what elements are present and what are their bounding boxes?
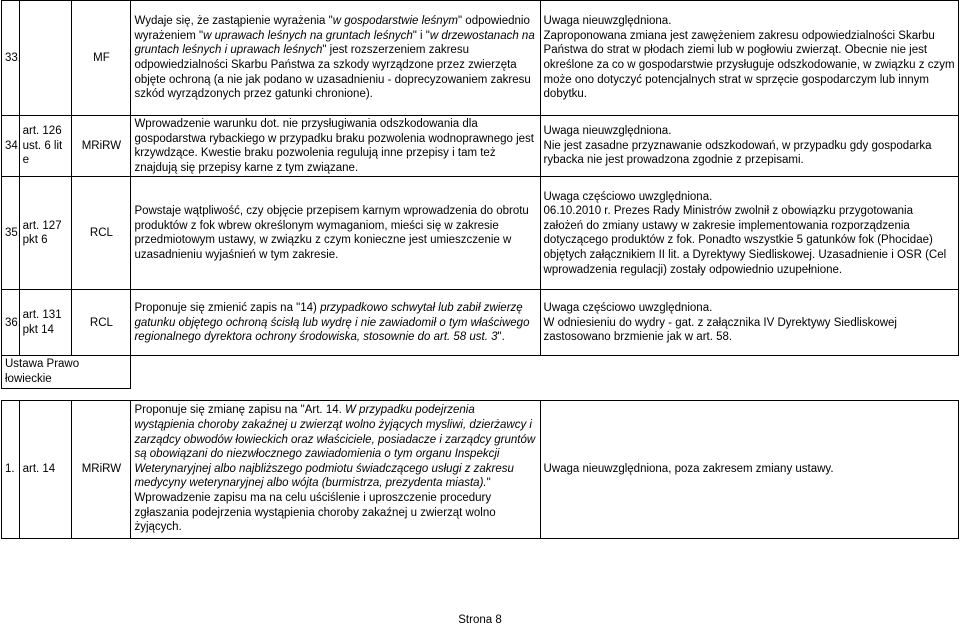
table-row xyxy=(2,290,959,356)
page-footer: Strona 8 xyxy=(458,614,502,626)
proposal-text-segment: W przypadku podejrzenia wystąpienia choroby zakaźnej u zwierząt wolno żyjących mysliwi, dzierżawcy i zarządcy obwodów łowieckich oraz właściciele, posiadacze i zarządcy gruntów są obowiązani do niezwłocznego zawiadomienia o tym organu Inspekcji Weterynaryjnej albo najbliższego podmiotu świadczącego usługi z zakresu medycyny weterynaryjnej albo wójta (burmistrza, prezydenta miasta). xyxy=(134,404,536,490)
response-text: 06.10.2010 r. Prezes Rady Ministrów zwolnił z obowiązku przygotowania założeń do zmiany ustawy w zakresie implementowania rozporządzenia dotyczącego produktów z fok. Ponadto wszystkie 5 gatunków fok (Phocidae) objętych załącznikiem II lit. a Dyrektywy Siedliskowej. Uzasadnienie i OSR (Cel wprowadzenia regulacji) zostały odpowiednio uzupełnione. xyxy=(543,205,947,276)
table-row xyxy=(2,400,959,538)
comments-table xyxy=(1,0,959,539)
proposal-text-segment: " Wprowadzenie zapisu ma na celu uściślenie i uproszczenie procedury zgłaszania podejrzenia wystąpienia choroby zakaźnej u zwierząt wolno żyjących. xyxy=(134,477,496,534)
response-cell xyxy=(540,290,958,356)
proposal-text-segment: w drzewostanach na gruntach leśnych i uprawach leśnych xyxy=(134,29,535,57)
response-cell xyxy=(540,400,958,538)
proposal-text-segment: Wprowadzenie warunku dot. nie przysługiwania odszkodowania dla gospodarstwa rybackiego w przypadku braku pozwolenia wodnoprawnego jest krzywdzące. Kwestie braku pozwolenia regulują inne przepisy i tam też znajdują się przepisy karne z tym związane. xyxy=(134,118,534,174)
comments-table-body xyxy=(2,1,959,539)
section-title: Ustawa Prawo łowieckie xyxy=(2,356,131,388)
article-reference: art. 126 ust. 6 lit e xyxy=(19,116,72,177)
proposal-cell xyxy=(131,116,540,177)
proposal-cell xyxy=(131,1,540,116)
section-header-row xyxy=(2,356,959,388)
proposal-cell xyxy=(131,290,540,356)
proposal-cell xyxy=(131,177,540,290)
proposal-text-segment: w uprawach leśnych na gruntach leśnych xyxy=(203,29,413,42)
response-text: Nie jest zasadne przyznawanie odszkodowań, w przypadku gdy gospodarka rybacka nie jest prowadzona zgodnie z przepisami. xyxy=(543,139,932,167)
proposal-text-segment: przypadkowo schwytał lub zabił zwierzę gatunku objętego ochroną ścisłą lub wydrę i nie zawiadomił o tym właściwego regionalnego dyrektora ochrony środowiska, stosownie do art. 58 ust. 3 xyxy=(134,301,530,344)
table-row xyxy=(2,1,959,116)
response-status: Uwaga nieuwzględniona. xyxy=(543,125,672,138)
section-spacer xyxy=(2,388,959,400)
response-status: Uwaga nieuwzględniona, poza zakresem zmiany ustawy. xyxy=(543,462,834,475)
article-reference: art. 127 pkt 6 xyxy=(19,177,72,290)
proposal-text-segment: " i " xyxy=(412,29,430,42)
row-number: 1. xyxy=(2,400,20,538)
table-row xyxy=(2,116,959,177)
response-status: Uwaga nieuwzględniona. xyxy=(543,15,672,28)
response-text: Zaproponowana zmiana jest zawężeniem zakresu odpowiedzialności Skarbu Państwa do strat w płodach ziemi lub w pogłowiu zwierząt. Obecnie nie jest określone za co w gospodarstwie przysługuje odszkodowanie, w związku z czym może ono dotyczyć potencjalnych strat w sprzęcie gospodarczym lub innym dobytku. xyxy=(543,29,955,101)
article-reference: art. 131 pkt 14 xyxy=(19,290,72,356)
row-number: 34. xyxy=(2,116,20,177)
response-cell xyxy=(540,1,958,116)
response-cell xyxy=(540,116,958,177)
proposal-text-segment: w gospodarstwie leśnym xyxy=(332,15,459,28)
authority-code: MRiRW xyxy=(72,400,131,538)
proposal-text-segment: ". xyxy=(497,331,505,344)
proposal-text-segment: Powstaje wątpliwość, czy objęcie przepisem karnym wprowadzenia do obrotu produktów z fok wbrew określonym wymaganiom, mieści się w zakresie przedmiotowym ustawy, w związku z czym konieczne jest umieszczenie w uzasadnieniu wyjaśnień w tym zakresie. xyxy=(134,205,529,261)
authority-code: RCL xyxy=(72,177,131,290)
proposal-text-segment: Proponuje się zmienić zapis na "14) xyxy=(134,301,321,314)
authority-code: MRiRW xyxy=(72,116,131,177)
row-number: 35. xyxy=(2,177,20,290)
proposal-text-segment: " jest rozszerzeniem zakresu odpowiedzialności Skarbu Państwa za szkody wyrządzone przez zwierzęta objęte ochroną (a nie jak podano w uzasadnieniu - doprecyzowaniem zakresu szkód wyrządzonych przez gatunki chronione). xyxy=(134,44,531,101)
article-reference: art. 14 xyxy=(19,400,72,538)
authority-code: RCL xyxy=(72,290,131,356)
proposal-text-segment: " odpowiednio wyrażeniem " xyxy=(134,15,530,42)
response-text: W odniesieniu do wydry - gat. z załącznika IV Dyrektywy Siedliskowej zastosowano brzmienie jak w art. 58. xyxy=(543,316,897,344)
article-reference xyxy=(19,1,72,116)
spacer-cell xyxy=(2,388,959,400)
row-number: 33. xyxy=(2,1,20,116)
authority-code: MF xyxy=(72,1,131,116)
table-row xyxy=(2,177,959,290)
row-number: 36. xyxy=(2,290,20,356)
proposal-text-segment: Wydaje się, że zastąpienie wyrażenia " xyxy=(134,15,333,28)
response-status: Uwaga częściowo uwzględniona. xyxy=(543,190,713,203)
response-cell xyxy=(540,177,958,290)
response-status: Uwaga częściowo uwzględniona. xyxy=(543,301,713,314)
section-filler xyxy=(131,356,959,388)
proposal-cell xyxy=(131,400,540,538)
proposal-text-segment: Proponuje się zmianę zapisu na "Art. 14. xyxy=(134,404,345,417)
